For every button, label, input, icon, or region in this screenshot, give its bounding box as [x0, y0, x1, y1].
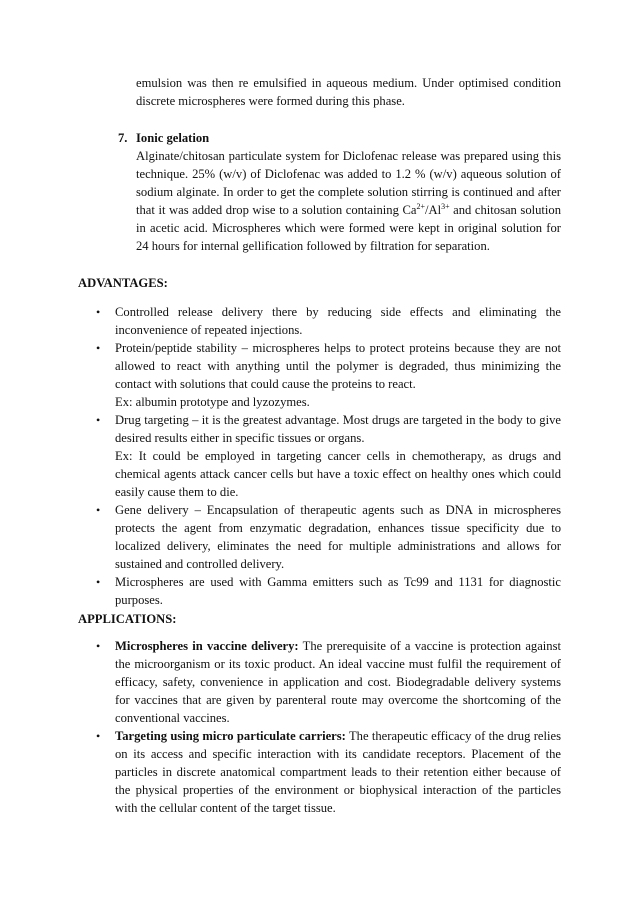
bullet-icon: • [96, 575, 101, 589]
list-item-text: Controlled release delivery there by reducing side effects and eliminating the inconvenience of repeated injections. [115, 305, 561, 337]
applications-list [96, 637, 561, 817]
list-item-text: The prerequisite of a vaccine is protection against the microorganism or its toxic product. An ideal vaccine must fulfil the requirement of efficacy, safety, convenience in application and cost. Biodegradable delivery systems for vaccines that are given by parenteral route may overcome the shortcoming of the conventional vaccines. [115, 639, 562, 725]
list-item-text: Protein/peptide stability – microspheres helps to protect proteins because they are not allowed to react with anything until the polymer is degraded, thus minimizing the contact with solutions that could cause the proteins to react. [115, 341, 561, 391]
applications-heading: APPLICATIONS: [78, 612, 177, 626]
bullet-icon: • [96, 413, 101, 427]
bullet-icon: • [96, 639, 101, 653]
aluminium-charge-superscript: 3+ [441, 202, 450, 211]
list-item-example: Ex: It could be employed in targeting cancer cells in chemotherapy, as drugs and chemical agents attack cancer cells but have a toxic effect on healthy ones which could easily cause them to die. [115, 449, 561, 499]
list-item [96, 727, 561, 817]
list-item-text: The therapeutic efficacy of the drug relies on its access and specific interaction with its candidate receptors. Placement of the particles in discrete anatomical compartment leads to their retention either because of the physical properties of the environment or biophysical interaction of the particles with the cellular content of the target tissue. [115, 729, 561, 815]
list-item [96, 637, 561, 727]
section-body-part-a: Alginate/chitosan particulate system for Diclofenac release was prepared using this technique. 25% (w/v) of Diclofenac was added to 1.2 % (w/v) aqueous solution of sodium alginate. In order to get the complete solution stirring is continued and after that it was added drop wise to a solution containing Ca [136, 149, 561, 217]
section-number: 7. [118, 131, 128, 145]
list-item [96, 573, 561, 609]
list-item [96, 411, 561, 501]
section-title: Ionic gelation [136, 131, 210, 145]
continuation-paragraph: emulsion was then re emulsified in aqueous medium. Under optimised condition discrete microspheres were formed during this phase. [136, 76, 561, 108]
aluminium-symbol: /Al [424, 203, 442, 217]
bullet-icon: • [96, 503, 101, 517]
bullet-icon: • [96, 305, 101, 319]
advantages-heading: ADVANTAGES: [78, 276, 168, 290]
list-item-label: Targeting using micro particulate carriers: [115, 729, 346, 743]
calcium-charge-superscript: 2+ [416, 202, 425, 211]
advantages-list [96, 303, 561, 609]
list-item-label: Microspheres in vaccine delivery: [115, 639, 299, 653]
section-body [136, 147, 561, 255]
list-item-text: Microspheres are used with Gamma emitters such as Tc99 and 1131 for diagnostic purposes. [115, 575, 561, 607]
list-item-text: Gene delivery – Encapsulation of therapeutic agents such as DNA in microspheres protects the agent from enzymatic degradation, enhances tissue specificity due to localized delivery, eliminates the need for multiple administrations and allows for sustained and controlled delivery. [115, 503, 561, 571]
bullet-icon: • [96, 729, 101, 743]
list-item [96, 303, 561, 339]
list-item-text: Drug targeting – it is the greatest advantage. Most drugs are targeted in the body to give desired results either in specific tissues or organs. [115, 413, 561, 445]
list-item-example: Ex: albumin prototype and lyzozymes. [115, 395, 310, 409]
list-item [96, 501, 561, 573]
list-item [96, 339, 561, 411]
bullet-icon: • [96, 341, 101, 355]
section-body-part-b: and chitosan solution in acetic acid. Microspheres which were formed were kept in original solution for 24 hours for internal gellification followed by filtration for separation. [136, 203, 562, 253]
